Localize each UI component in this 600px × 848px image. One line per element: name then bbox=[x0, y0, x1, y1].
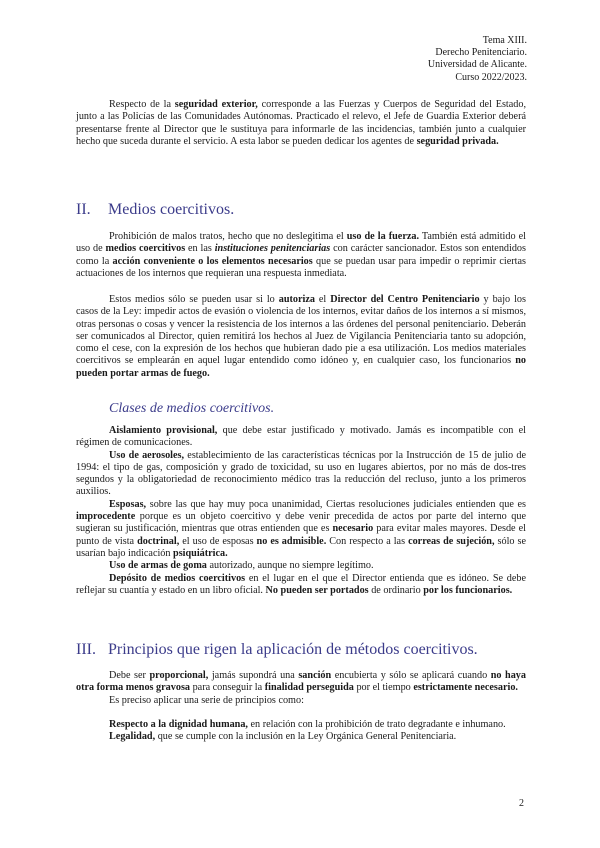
section3-paragraphs: Debe ser proporcional, jamás supondrá una sanción encubierta y sólo se aplicará cuando no haya otra forma menos gravosa para conseguir la finalidad perseguida por el tiempo estrictamente necesario. Es preciso aplicar una serie de principios como: Respecto a la dignidad humana, en relación con la prohibición de trato degradante e inhumano. Legalidad, que se cumple con la inclusión en la Ley Orgánica General Penitenciaria. bbox=[76, 670, 526, 743]
page-number: 2 bbox=[519, 798, 524, 809]
header-university: Universidad de Alicante. bbox=[427, 59, 527, 71]
section2-paragraph-2: Estos medios sólo se pueden usar si lo autoriza el Director del Centro Penitenciario y bajo los casos de la Ley: impedir actos de evasión o violencia de los internos, evitar daños de los internos a sí mismos, otras personas o cosas y vencer la resistencia de los internos a las órdenes del personal penitenciario. Deberán ser comunicados al Director, quien remitirá los hechos al Juez de Vigilancia Penitenciaria tanto su adopción, como el cese, con la expresión de los hechos que hubieran dado pie a esa utilización. Los medios materiales coercitivos se emplearán en aquel lugar entendido como idóneo y, en cualquier caso, los funcionarios no pueden portar armas de fuego. bbox=[76, 294, 526, 379]
page-header bbox=[428, 35, 527, 84]
header-topic: Tema XIII. bbox=[482, 35, 527, 46]
list-item: Esposas, sobre las que hay muy poca unanimidad, Ciertas resoluciones judiciales entienden que es improcedente porque es un objeto coercitivo y debe venir precedida de actos por parte del interno que sugieran su justificación, mientras que otras entienden que es necesario para evitar males mayores. Desde el punto de vista doctrinal, el uso de esposas no es admisible. Con respecto a las correas de sujeción, sólo se usarían bajo indicación psiquiátrica. bbox=[76, 498, 527, 559]
section-heading-principios: III. Principios que rigen la aplicación de métodos coercitivos. bbox=[76, 641, 478, 658]
list-item: Depósito de medios coercitivos en el lugar en el que el Director entienda que es idóneo. Se debe reflejar su cuantía y estado en un libro oficial. No pueden ser portados de ordinario por los funcionarios. bbox=[76, 572, 526, 596]
subsection-heading-clases: Clases de medios coercitivos. bbox=[109, 401, 275, 416]
coercive-means-list bbox=[76, 425, 526, 597]
list-item: Uso de aerosoles, establecimiento de las características técnicas por la Instrucción de 15 de julio de 1994: el tipo de gas, composición y grado de toxicidad, su uso en lugares abiertos, por no más de dos-tres segundos y la obligatoriedad de reconocimiento médico tras la reducción del recluso, junto a los primeros auxilios. bbox=[76, 449, 526, 498]
list-item: Uso de armas de goma autorizado, aunque no siempre legítimo. bbox=[109, 560, 374, 572]
intro-paragraph: Respecto de la seguridad exterior, corresponde a las Fuerzas y Cuerpos de Seguridad del Estado, junto a las Policías de las Comunidades Autónomas. Practicado el relevo, el Jefe de Guardia Exterior deberá presentarse frente al Director que le sustituya para informarle de las incidencias, también junto a cualquier hecho que suceda durante el servicio. A esta labor se pueden dedicar los agentes de seguridad privada. bbox=[76, 99, 527, 147]
header-course: Curso 2022/2023. bbox=[455, 71, 527, 83]
section2-paragraph-1: Prohibición de malos tratos, hecho que no deslegitima el uso de la fuerza. También está admitido el uso de medios coercitivos en las instituciones penitenciarias con carácter sancionador. Estos son entendidos como la acción conveniente o los elementos necesarios que se puedan usar para impedir o reprimir ciertas actuaciones de los internos que requieran una respuesta inmediata. bbox=[76, 231, 526, 279]
list-item: Aislamiento provisional, que debe estar justificado y motivado. Jamás es incompatible con el régimen de comunicaciones. bbox=[76, 425, 526, 449]
header-subject: Derecho Penitenciario. bbox=[435, 47, 527, 59]
section-heading-medios-coercitivos: II. Medios coercitivos. bbox=[76, 201, 235, 218]
